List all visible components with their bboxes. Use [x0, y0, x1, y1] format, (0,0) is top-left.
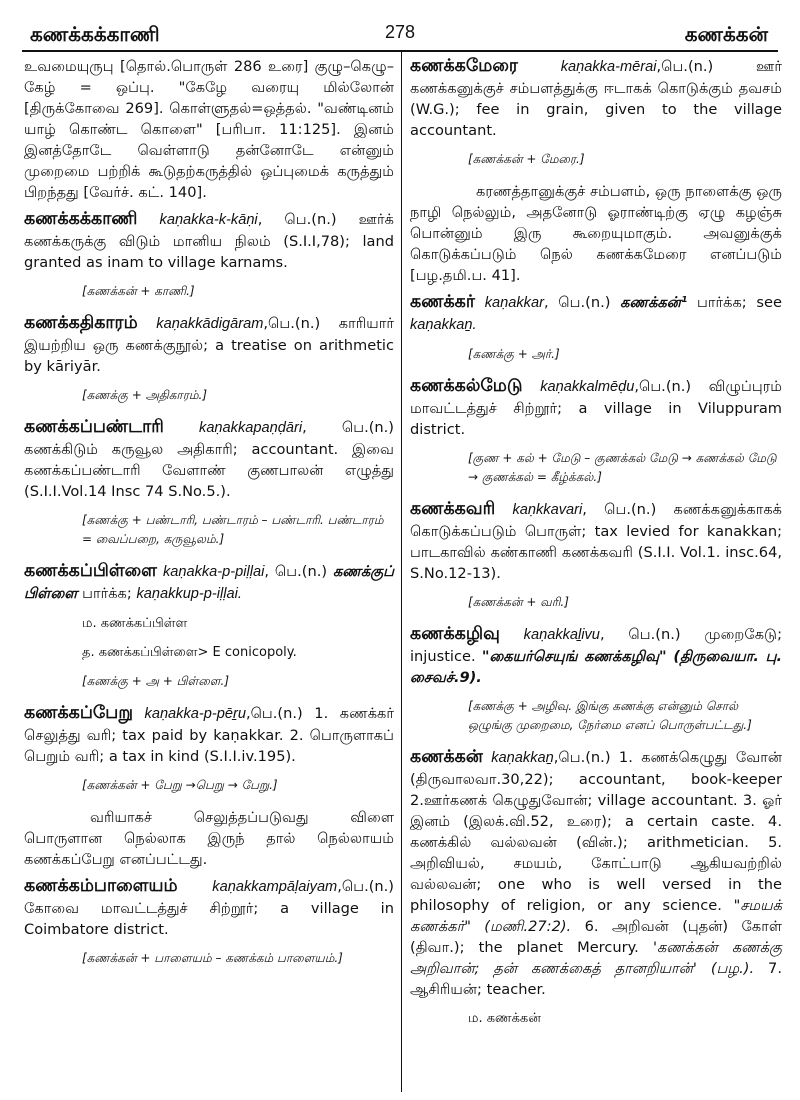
etymology: [குண + கல் + மேடு – குணக்கல் மேடு → கணக்கல் மேடு → குணக்கல் = கீழ்க்கல்.] — [468, 451, 777, 484]
etymology: [கணக்கன் + காணி.] — [82, 284, 195, 298]
cognate: த. கணக்கப்பிள்ளை> E conicopoly. — [82, 645, 297, 660]
definition: கணக்கனுக்காகக் கொடுக்கப்படும் பொருள்; tax levied for kanakkan; பாடகாவில் கண்காணி கணக்கவரி (S.I.I. Vol.1. insc.64, S.No.12-13). — [410, 501, 782, 582]
headword: கணக்கப்பேறு — [24, 703, 133, 723]
transliteration: kaṇakka-mērai — [560, 59, 657, 75]
part-of-speech: ,பெ.(n.) — [245, 705, 303, 722]
etymology: [கணக்கன் + வரி.] — [468, 595, 569, 609]
etymology: [கணக்கு + அதிகாரம்.] — [82, 388, 208, 402]
dictionary-entry — [410, 376, 782, 440]
cross-reference-transliteration: kaṇakkaṉ. — [410, 317, 477, 333]
see-label: பார்க்க; see — [687, 294, 782, 311]
part-of-speech: ,பெ.(n.) — [656, 58, 714, 75]
dictionary-entry — [410, 56, 782, 141]
etymology: [கணக்கு + பண்டாரி, பண்டாரம் – பண்டாரி. பண்டாரம் = வைப்பறை, கருவூலம்.] — [82, 513, 384, 546]
cross-reference: கணக்குப் பிள்ளை — [24, 563, 394, 602]
part-of-speech: , பெ.(n.) — [264, 563, 328, 580]
part-of-speech: , பெ.(n.) — [543, 294, 621, 311]
transliteration: kaṇakkampāḷaiyam — [212, 879, 338, 895]
dictionary-entry — [410, 747, 782, 1000]
dictionary-entry — [24, 313, 394, 377]
definition: கோவை மாவட்டத்துச் சிற்றூர்; a village in Coimbatore district. — [24, 900, 394, 938]
dictionary-entry — [24, 209, 394, 273]
headword: கணக்கவரி — [410, 499, 496, 519]
dictionary-entry — [410, 624, 782, 688]
headword: கணக்கல்மேடு — [410, 376, 523, 396]
definition: விழுப்புரம் மாவட்டத்துச் சிற்றூர்; a village in Viluppuram district. — [410, 378, 782, 438]
etymology: [கணக்கன் + பேறு →பெறு → பேறு.] — [82, 778, 278, 792]
part-of-speech: , பெ.(n.) — [302, 419, 394, 436]
headword: கணக்கப்பிள்ளை — [24, 561, 157, 581]
part-of-speech: , பெ.(n.) — [599, 626, 681, 643]
cross-reference-transliteration: kaṇakkup-p-iḷḷai. — [136, 586, 242, 602]
transliteration: kaṇakkaṉ — [491, 750, 554, 766]
cross-reference: கணக்கன்¹ — [620, 294, 688, 311]
definition: 6. அறிவன் (புதன்) கோள் (திவா.); the planet Mercury. — [410, 918, 782, 956]
dictionary-entry — [410, 499, 782, 584]
page-number: 278 — [384, 22, 416, 42]
etymology: [கணக்கன் + பாளையம் – கணக்கம் பாளையம்.] — [82, 951, 343, 965]
transliteration: kaṇakkalmēḍu — [540, 379, 635, 395]
column-divider — [401, 52, 402, 1092]
dictionary-entry — [410, 292, 782, 336]
headword: கணக்கம்பாளையம் — [24, 876, 178, 896]
definition: முறைகேடு; injustice. — [410, 626, 782, 665]
part-of-speech: , பெ.(n.) — [257, 211, 337, 228]
definition: ஊர்க் கணக்கருக்கு விடும் மானிய நிலம் (S.I.I,78); land granted as inam to village karnams. — [24, 211, 394, 271]
etymology: [கணக்கு + அ + பிள்ளை.] — [82, 674, 230, 688]
cognate: ம. கணக்கன் — [468, 1011, 541, 1026]
definition: 7. ஆசிரியன்; teacher. — [410, 960, 782, 998]
dictionary-entry — [24, 417, 394, 502]
part-of-speech: ,பெ.(n.) — [337, 878, 394, 895]
running-head-right: கணக்கன் — [684, 22, 768, 46]
headword: கணக்கர் — [410, 292, 475, 312]
page-header — [0, 0, 800, 52]
headword: கணக்கமேரை — [410, 56, 518, 76]
etymology: [கணக்கன் + மேரை.] — [468, 152, 585, 166]
quotation: "சமயக் கணக்கர்" (மணி.27:2). — [410, 897, 782, 935]
definition: காரியார் இயற்றிய ஒரு கணக்குநூல்; a treatise on arithmetic by kāriyār. — [24, 315, 394, 375]
explanatory-note: கரணத்தானுக்குச் சம்பளம், ஒரு நாளைக்கு ஒரு நாழி நெல்லும், அதனோடு ஓராண்டிற்கு ஏழு கழஞ்சு பொன்னும் இரு கூறையுமாகும். அவனுக்குக் கொடுக்கப்படும் நெல் கணக்கமேரை எனப்படும் [பழ.தமி.ப. 41]. — [410, 183, 782, 284]
transliteration: kaṇakkādigāram — [156, 316, 264, 332]
quotation: 'கணக்கன் கணக்கு அறிவான்; தன் கணக்கைத் தானறியான்' (பழ.). — [410, 939, 782, 977]
header-rule — [22, 50, 778, 52]
transliteration: kaṇakkaḻivu — [523, 627, 600, 643]
headword: கணக்கப்பண்டாரி — [24, 417, 164, 437]
headword: கணக்கக்காணி — [24, 209, 138, 229]
part-of-speech: , பெ.(n.) — [582, 501, 657, 518]
definition: ஊர் கணக்கனுக்குச் சம்பளத்துக்கு ஈடாகக் கொடுக்கும் தவசம் (W.G.); fee in grain, given to the village accountant. — [410, 58, 782, 139]
transliteration: kaṇakka-p-piḷḷai — [162, 564, 265, 580]
part-of-speech: ,பெ.(n.) — [263, 315, 321, 332]
dictionary-entry — [24, 703, 394, 767]
etymology: [கணக்கு + அழிவு. இங்கு கணக்கு என்னும் சொல் ஒழுங்கு முறைமை, நேர்மை எனப் பொருள்பட்டது.] — [468, 699, 752, 732]
definition: 1. கணக்கெழுது வோன் (திருவாலவா.30,22); accountant, book-keeper 2.ஊர்கணக் கெழுதுவோன்; village accountant. 3. ஓர் இனம் (இலக்.வி.52, உரை); a certain caste. 4. கணக்கில் வல்லவன் (வின்.); arithmetician. 5. அறிவியல், சமயம், கோட்பாடு ஆகியவற்றில் வல்லவன்; one who is well versed in the philosophy of religion, or any science. — [410, 749, 782, 914]
dictionary-entry — [24, 876, 394, 940]
etymology: [கணக்கு + அர்.] — [468, 347, 560, 361]
transliteration: kaṇakkar — [484, 295, 544, 311]
transliteration: kaṇakka-p-pēṟu — [144, 706, 246, 722]
cognate: ம. கணக்கப்பிள்ள — [82, 616, 188, 631]
explanatory-note: வரியாகச் செலுத்தப்படுவது விளை பொருளான நெல்லாக இருந் தால் நெல்லாயம் கணக்கப்பேறு எனப்பட்டது. — [24, 809, 394, 868]
left-column — [24, 56, 394, 980]
dictionary-entry — [24, 561, 394, 605]
right-column — [410, 56, 782, 1037]
part-of-speech: ,பெ.(n.) — [553, 749, 611, 766]
definition: 1. கணக்கர் செலுத்து வரி; tax paid by kaṇakkar. 2. பொருளாகப் பெறும் வரி; a tax in kind (S.I.I.iv.195). — [24, 705, 394, 765]
quotation: "கையர்செயுங் கணக்கழிவு" (திருவையா. பு. சைவச்.9). — [410, 648, 782, 686]
headword: கணக்கதிகாரம் — [24, 313, 138, 333]
running-head-left: கணக்கக்காணி — [30, 22, 160, 46]
headword: கணக்கழிவு — [410, 624, 500, 644]
headword: கணக்கன் — [410, 747, 483, 767]
transliteration: kaṇakkapaṇḍāri — [199, 420, 303, 436]
transliteration: kaṇkkavari — [512, 502, 583, 518]
part-of-speech: ,பெ.(n.) — [634, 378, 692, 395]
see-label: பார்க்க; — [77, 585, 137, 602]
definition: கணக்கிடும் கருவூல அதிகாரி; accountant. இவை கணக்கப்பண்டாரி வேளாண் குணபாலன் எழுத்து (S.I.I.Vol.14 Insc 74 S.No.5.). — [24, 441, 394, 500]
continued-entry: உவமையுருபு [தொல்.பொருள் 286 உரை] குழு–கெழு–கேழ் = ஒப்பு. "கேழே வரையு மில்லோன் [திருக்கோவை 269]. கொள்ளுதல்=ஒத்தல். "வண்டினம் யாழ் கொண்ட கொளை" [பரிபா. 11:125]. இனம் இனத்தோடே வெள்ளாடு தன்னோடே என்னும் முறைமை பற்றிக் கூடுதற்கருத்தில் ஒப்புமைக் கருத்தும் பிறந்தது [வேர்ச். கட். 140]. — [24, 58, 394, 201]
transliteration: kaṇakka-k-kāṇi — [159, 212, 258, 228]
